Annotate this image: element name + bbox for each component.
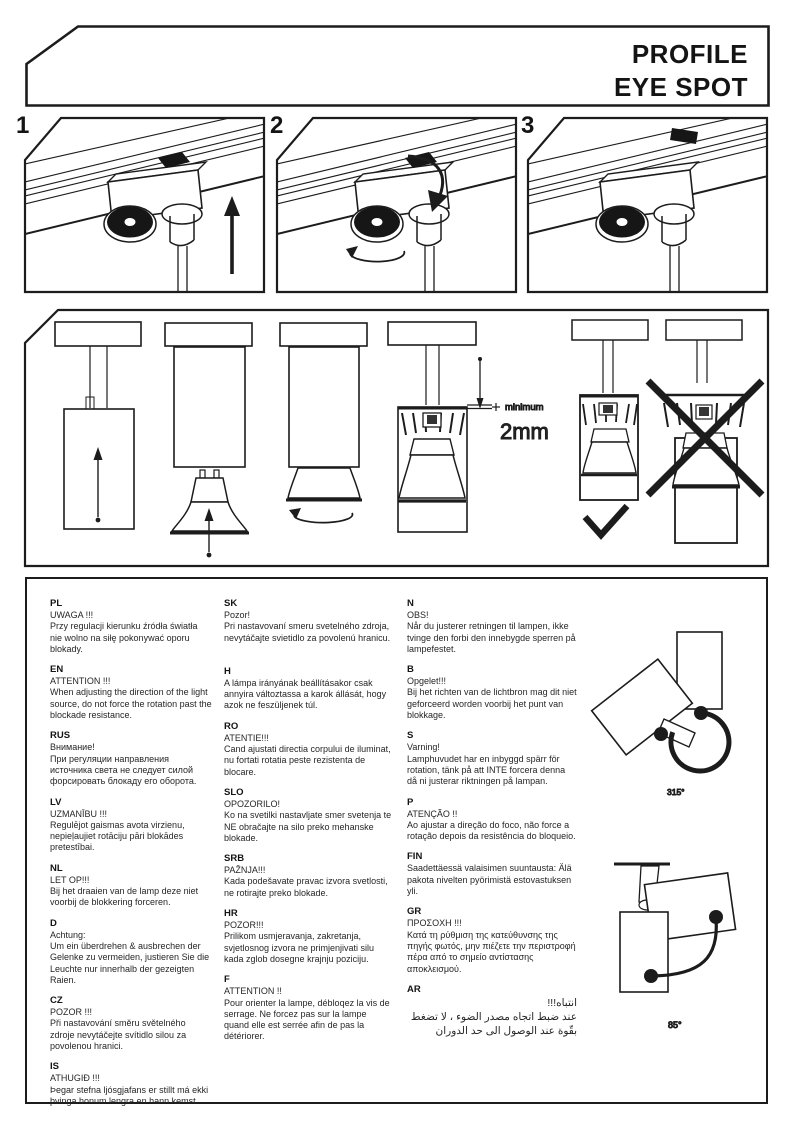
- warning-title: LET OP!!!: [50, 874, 90, 885]
- warning-block-srb: [224, 853, 394, 899]
- warning-block-pl: [50, 598, 212, 655]
- warning-title: Varning!: [407, 742, 440, 753]
- warning-block-fin: [407, 851, 577, 897]
- language-code: SRB: [224, 853, 245, 865]
- language-code: SK: [224, 598, 238, 609]
- warning-block-ro: [224, 721, 394, 778]
- warning-text: Cand ajustati directia corpului de iluminat, nu fortati rotatia peste rezistenta de blocare.: [224, 744, 391, 777]
- warning-block-ar: [407, 984, 577, 1038]
- warning-title: POZOR !!!: [50, 1007, 93, 1018]
- warning-title: ΠΡΟΣΟΧΗ !!!: [407, 918, 462, 929]
- angle-85-label: 85°: [668, 1020, 682, 1030]
- diagram-minimum-gap: [388, 322, 549, 532]
- warning-text: Κατά τη ρύθμιση της κατεύθυνσης της πηγής φωτός, μην πιέζετε την περιστροφή πέρα από το σημείο αντίστασης αποκλεισμού.: [407, 929, 576, 974]
- warning-title: انتباه!!!: [547, 996, 577, 1009]
- rotation-315-diagram: [592, 632, 729, 797]
- step-1-number: 1: [16, 112, 30, 139]
- warning-title: Opgelet!!!: [407, 676, 447, 687]
- warning-title: Achtung:: [50, 929, 86, 940]
- warning-block-en: [50, 664, 212, 721]
- warning-block-h: [224, 666, 394, 712]
- warning-text: Prilikom usmjeravanja, zakretanja, svjetlosnog izvora ne primjenjivati silu kada zglob dosegne krajnju poziciju.: [224, 931, 375, 964]
- warning-title: Pozor!: [224, 610, 251, 620]
- warning-title: PAŽNJA!!!: [224, 865, 266, 876]
- page-title-line1: PROFILE: [631, 39, 748, 69]
- check-mark: [585, 506, 627, 535]
- warnings-column-3: [407, 598, 577, 1047]
- page-title-line2: EYE SPOT: [613, 72, 748, 102]
- warning-title: OBS!: [407, 610, 429, 620]
- language-code: SLO: [224, 786, 244, 798]
- language-code: HR: [224, 908, 238, 920]
- language-code: N: [407, 598, 414, 609]
- page-title: [614, 38, 748, 104]
- warning-block-s: [407, 730, 577, 787]
- warning-text: Kada podešavate pravac izvora svetlosti, ne rotirajte preko blokade.: [224, 876, 388, 898]
- language-code: S: [407, 730, 414, 742]
- language-code: RUS: [50, 730, 71, 742]
- language-code: IS: [50, 1061, 59, 1073]
- warning-text: Ko na svetilki nastavljate smer svetenja te NE obračajte na silo preko mehanske blokade.: [224, 810, 392, 843]
- warning-text: Ao ajustar a direção do foco, não force a rotação depois da resistência do bloqueio.: [407, 819, 576, 842]
- step-3-number: 3: [521, 112, 535, 139]
- step-1-panel: [25, 112, 265, 292]
- language-code: D: [50, 917, 57, 929]
- diagram-slide-tube: [55, 322, 141, 529]
- language-code: EN: [50, 664, 64, 676]
- language-code: NL: [50, 862, 63, 874]
- warning-block-p: [407, 797, 577, 843]
- language-code: CZ: [50, 995, 63, 1007]
- warning-text: When adjusting the direction of the light source, do not force the rotation past the blockade resistance.: [50, 687, 212, 721]
- warning-block-gr: [407, 906, 577, 974]
- warning-block-is: [50, 1061, 212, 1107]
- language-code: RO: [224, 720, 239, 732]
- language-code: FIN: [407, 851, 423, 863]
- warning-text: عند ضبط اتجاه مصدر الضوء ، لا تضغط بقّوة عند الوصول الى حد الدوران: [410, 1010, 577, 1037]
- warning-text: Saadettäessä valaisimen suuntausta: Älä pakota nivelten pyörimistä estovastuksen yli.: [407, 863, 572, 897]
- warning-title: Внимание!: [50, 742, 95, 753]
- gap-value-label: 2mm: [500, 419, 549, 444]
- lamp-assembly-illustration: [0, 305, 793, 577]
- warning-text: Þegar stefna ljósgjafans er stillt má ekki þvinga honum lengra en hann kemst.: [50, 1084, 209, 1106]
- warning-block-lv: [50, 797, 212, 854]
- warning-block-sk: [224, 598, 394, 644]
- warning-text: Pour orienter la lampe, débloqez la vis de serrage. Ne forcez pas sur la lampe quand elle est serrée afin de pas la détériorer.: [224, 997, 390, 1042]
- diagram-screw-bulb: [280, 323, 367, 523]
- warning-block-hr: [224, 908, 394, 965]
- warning-title: ATTENTION !!!: [50, 676, 111, 687]
- warning-text: A lámpa irányának beállításakor csak annyira változtassa a karok állását, hogy azok ne feszüljenek túl.: [224, 677, 387, 711]
- language-code: P: [407, 796, 414, 808]
- warnings-box: [25, 577, 768, 1104]
- minimum-label: minimum: [505, 402, 544, 413]
- rotation-85-diagram: [614, 864, 736, 1030]
- warning-text: Bij het richten van de lichtbron mag dit niet geforceerd worden voorbij het punt van blokkage.: [407, 687, 577, 721]
- step-3-panel: [528, 112, 768, 292]
- angle-315-label: 315°: [667, 787, 685, 797]
- warning-title: POZOR!!!: [224, 920, 264, 931]
- warning-title: OPOZORILO!: [224, 798, 281, 809]
- language-code: AR: [407, 983, 421, 995]
- warning-text: Lamphuvudet har en inbyggd spärr för rotation, tänk på att INTE forcera denna då ni justerar riktningen på lampan.: [407, 753, 566, 787]
- warning-block-f: [224, 974, 394, 1042]
- warning-title: ATTENTION !!: [224, 986, 282, 997]
- rotation-range-diagrams: [567, 597, 772, 1067]
- installation-steps-illustration: [0, 112, 793, 302]
- step-2-panel: [277, 112, 517, 292]
- warning-block-cz: [50, 995, 212, 1052]
- language-code: H: [224, 665, 231, 677]
- language-code: B: [407, 664, 414, 676]
- diagram-insert-bulb: [165, 323, 252, 557]
- warning-title: UZMANĪBU !!!: [50, 808, 108, 819]
- warning-title: ATENTIE!!!: [224, 732, 269, 743]
- step-2-number: 2: [270, 112, 284, 139]
- language-code: LV: [50, 796, 62, 808]
- warning-text: Regulējot gaismas avota virzienu, nepieļaujiet rotāciju pāri blokādes pretestībai.: [50, 819, 185, 853]
- warning-block-b: [407, 664, 577, 721]
- warning-text: Bij het draaien van de lamp deze niet voorbij de blokkering forceren.: [50, 886, 199, 908]
- language-code: F: [224, 974, 230, 986]
- warning-block-nl: [50, 863, 212, 909]
- warning-text: Při nastavování směru světelného zdroje nevytáčejte svítidlo silou za povolenou hranici.: [50, 1018, 187, 1052]
- warning-text: Przy regulacji kierunku źródła światła nie wolno na siłę pokonywać oporu blokady.: [50, 621, 198, 654]
- warning-text: При регуляции направления источника света не следует силой форсировать блокаду его оборота.: [50, 753, 197, 787]
- warning-block-rus: [50, 730, 212, 787]
- warning-block-slo: [224, 787, 394, 844]
- diagram-wrong: [648, 320, 762, 543]
- warning-title: UWAGA !!!: [50, 610, 94, 620]
- warning-block-n: [407, 598, 577, 655]
- warning-block-d: [50, 918, 212, 986]
- diagram-correct: [572, 320, 648, 535]
- warning-text: Um ein überdrehen & ausbrechen der Gelenke zu vermeiden, justieren Sie die Leuchte nur innerhalb der gezeigten Raien.: [50, 940, 210, 985]
- language-code: PL: [50, 598, 63, 609]
- warning-text: Pri nastavovaní smeru svetelného zdroja, nevytáčajte svietidlo za povolenú hranicu.: [224, 621, 391, 643]
- warnings-column-2: [224, 598, 394, 1052]
- warning-text: Når du justerer retningen til lampen, ikke tvinge den forbi den innebygde sperren på lampefestet.: [407, 621, 576, 654]
- language-code: GR: [407, 906, 422, 918]
- warnings-column-1: [50, 598, 212, 1116]
- warning-title: ATENÇÃO !!: [407, 808, 458, 819]
- warning-title: ATHUGIÐ !!!: [50, 1073, 100, 1084]
